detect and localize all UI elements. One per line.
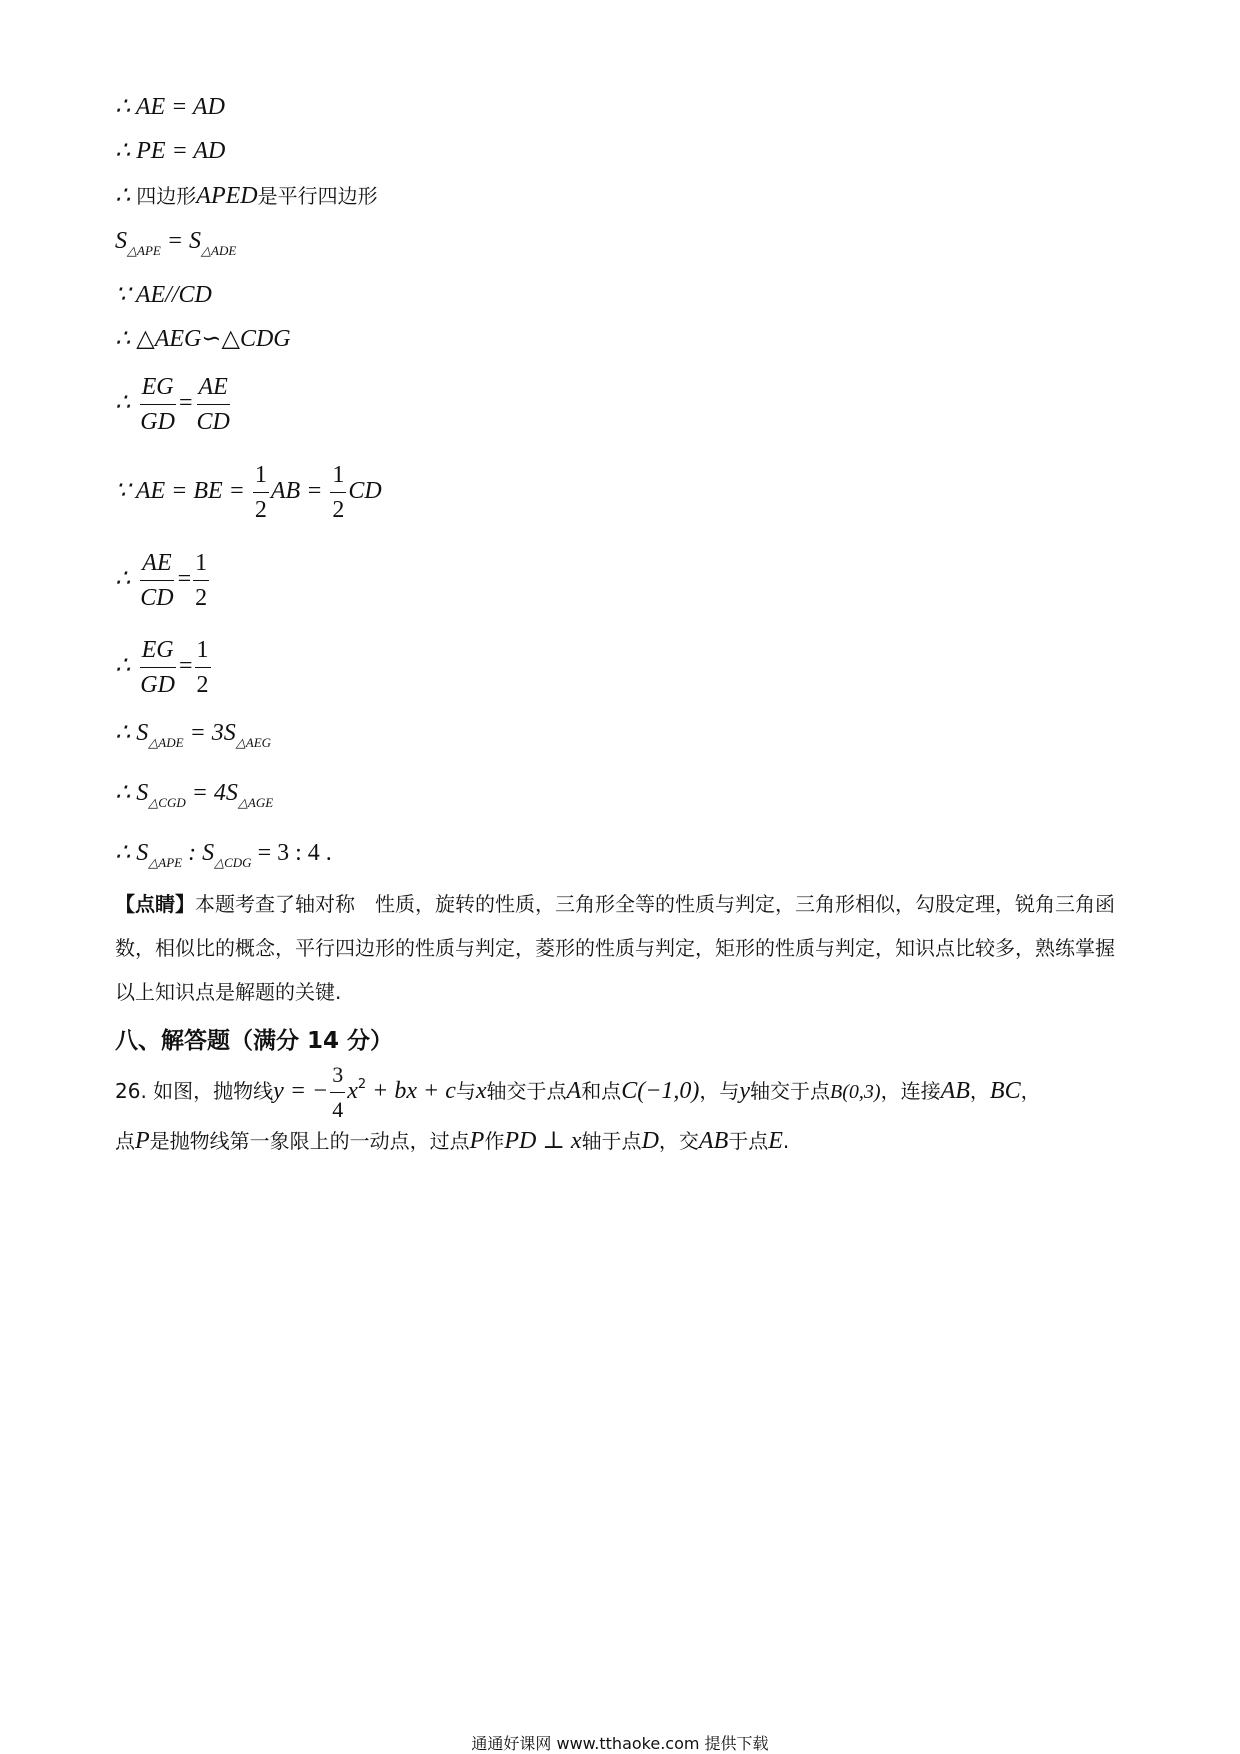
comment-text: 本题考查了轴对称 性质，旋转的性质，三角形全等的性质与判定，三角形相似，勾股定理，锐角三角函数，相似比的概念，平行四边形的性质与判定，菱形的性质与判定，矩形的性质与判定，知识点比较多，熟练掌握以上知识点是解题的关键. — [115, 892, 1115, 1004]
proof-line-12-a: ∴ S — [115, 780, 149, 806]
frac-denominator: GD — [140, 409, 175, 435]
frac-numerator: 1 — [330, 460, 346, 493]
frac-denominator: CD — [140, 585, 174, 611]
problem-math: PD ⊥ x — [504, 1128, 582, 1154]
problem-text: 轴于点 — [581, 1129, 642, 1153]
proof-line-13-b: : S — [182, 840, 215, 866]
proof-line-11-a: ∴ S — [115, 720, 149, 746]
proof-line-12-b: = 4S — [185, 780, 238, 806]
problem-math: x — [475, 1078, 487, 1104]
proof-line-13-a: ∴ S — [115, 840, 149, 866]
proof-line-11 — [115, 718, 271, 751]
proof-line-12-sub2: △AGE — [237, 795, 274, 810]
frac-denominator: GD — [140, 672, 175, 698]
proof-line-10-frac1 — [138, 635, 177, 700]
proof-line-10-prefix: ∴ — [115, 653, 131, 680]
proof-line-4-sub2: △ADE — [201, 243, 237, 258]
proof-line-8-prefix: ∵ AE = BE = — [115, 478, 245, 505]
problem-math: BC — [989, 1078, 1021, 1104]
problem-text: ，连接 — [880, 1079, 941, 1103]
problem-text: 轴交于点 — [750, 1079, 831, 1103]
comment-paragraph — [115, 882, 1125, 1014]
problem-math: E — [768, 1128, 783, 1154]
proof-line-4-sub1: △APE — [127, 243, 161, 258]
problem-math: x — [347, 1078, 358, 1104]
proof-line-9-frac2 — [193, 548, 209, 613]
problem-math: y — [739, 1078, 751, 1104]
problem-text: 作 — [484, 1129, 505, 1153]
frac-denominator: 2 — [195, 585, 208, 611]
problem-text: 如图，抛物线 — [153, 1079, 274, 1103]
proof-line-3-prefix: ∴ — [115, 183, 137, 209]
problem-text: 是抛物线第一象限上的一动点，过点 — [149, 1129, 470, 1153]
proof-line-7-frac1 — [138, 372, 177, 437]
frac-denominator: 2 — [254, 497, 267, 523]
problem-line-1 — [115, 1060, 1041, 1125]
problem-text: 和点 — [581, 1079, 622, 1103]
proof-line-8 — [115, 460, 382, 525]
problem-math: y = − — [273, 1078, 329, 1104]
problem-text: ， — [1020, 1079, 1041, 1103]
problem-math: P — [135, 1128, 150, 1154]
problem-math: AB — [940, 1078, 970, 1104]
proof-line-11-sub2: △AEG — [235, 735, 272, 750]
proof-line-9-prefix: ∴ — [115, 566, 131, 593]
proof-line-12-sub1: △CGD — [148, 795, 186, 810]
proof-line-4 — [115, 228, 236, 259]
frac-numerator: 1 — [253, 460, 269, 493]
problem-text: 于点 — [728, 1129, 769, 1153]
proof-line-3-label: APED — [196, 183, 258, 209]
section-heading: 八、解答题（满分 14 分） — [115, 1028, 394, 1054]
problem-exponent: 2 — [357, 1077, 367, 1092]
proof-line-9 — [115, 548, 211, 613]
problem-fraction — [330, 1060, 345, 1125]
proof-line-7-prefix: ∴ — [115, 390, 131, 417]
frac-numerator: 1 — [193, 548, 209, 581]
problem-math: A — [566, 1078, 582, 1104]
comment-label: 【点睛】 — [115, 892, 195, 916]
proof-line-2: ∴ PE = AD — [115, 138, 226, 164]
problem-text: 与 — [455, 1079, 476, 1103]
problem-text: ， — [969, 1079, 990, 1103]
proof-line-3-text-c: 是平行四边形 — [257, 184, 378, 208]
problem-text: ，交 — [658, 1129, 699, 1153]
frac-numerator: AE — [140, 548, 173, 581]
proof-line-9-eq: = — [177, 566, 192, 593]
proof-line-13-sub1: △APE — [148, 855, 183, 870]
proof-line-3 — [115, 180, 378, 210]
problem-text: 点 — [115, 1129, 135, 1153]
problem-math: P — [469, 1128, 485, 1154]
problem-math: + bx + c — [366, 1078, 456, 1104]
problem-text: 轴交于点 — [486, 1079, 567, 1103]
problem-line-2 — [115, 1125, 789, 1155]
problem-math: D — [641, 1128, 659, 1154]
proof-line-13-c: = 3 : 4 . — [251, 840, 332, 866]
proof-line-10-eq: = — [178, 653, 193, 680]
proof-line-3-text-a: 四边形 — [136, 184, 197, 208]
proof-line-11-sub1: △ADE — [148, 735, 184, 750]
proof-line-8-mid: AB = — [270, 478, 323, 505]
proof-line-13-sub2: △CDG — [214, 855, 252, 870]
proof-line-8-frac1 — [253, 460, 269, 525]
frac-denominator: 4 — [332, 1097, 344, 1122]
frac-numerator: 3 — [330, 1060, 345, 1093]
proof-line-7 — [115, 372, 234, 437]
problem-math: AB — [698, 1128, 729, 1154]
proof-line-9-frac1 — [138, 548, 175, 613]
proof-line-11-b: = 3S — [183, 720, 236, 746]
problem-text: . — [782, 1129, 790, 1153]
proof-line-10-frac2 — [195, 635, 211, 700]
proof-line-8-frac2 — [330, 460, 346, 525]
frac-numerator: EG — [140, 635, 176, 668]
problem-math: B(0,3) — [830, 1081, 881, 1103]
frac-numerator: 1 — [195, 635, 211, 668]
proof-line-13 — [115, 838, 332, 871]
proof-line-8-end: CD — [348, 478, 382, 505]
proof-line-4-eq: = S — [160, 228, 202, 254]
frac-denominator: 2 — [196, 672, 209, 698]
frac-denominator: 2 — [332, 497, 345, 523]
proof-line-7-eq: = — [178, 390, 193, 417]
proof-line-1: ∴ AE = AD — [115, 94, 225, 120]
proof-line-12 — [115, 778, 273, 811]
problem-number: 26. — [115, 1079, 147, 1103]
frac-numerator: EG — [140, 372, 176, 405]
proof-line-10 — [115, 635, 213, 700]
proof-line-4-s1: S — [115, 228, 127, 254]
problem-math: C(−1,0) — [621, 1078, 700, 1104]
frac-denominator: CD — [196, 409, 230, 435]
frac-numerator: AE — [197, 372, 230, 405]
problem-text: ，与 — [699, 1079, 740, 1103]
proof-line-7-frac2 — [195, 372, 232, 437]
proof-line-6: ∴ △AEG∽△CDG — [115, 326, 291, 352]
page-footer: 通通好课网 www.tthaoke.com 提供下载 — [471, 1734, 769, 1753]
proof-line-5: ∵ AE//CD — [115, 282, 212, 308]
